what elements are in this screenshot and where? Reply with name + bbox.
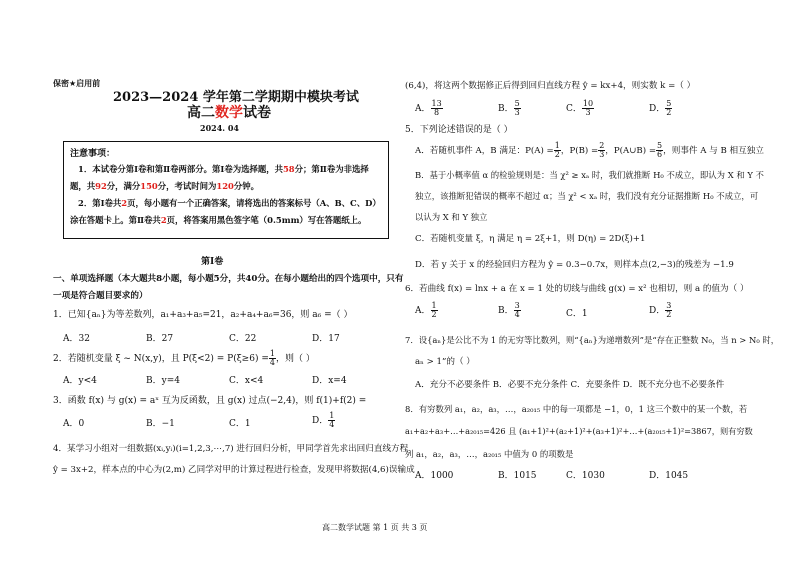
q2-choice-b: B．y=4: [146, 376, 180, 386]
notice-line: 涂在答题卡上。第Ⅱ卷共2页，将答案用黑色签字笔（0.5mm）写在答题纸上。: [70, 215, 367, 225]
q8-choice-c: C．1030: [566, 471, 605, 481]
question-6-stem: 6．若曲线 f(x) = lnx + a 在 x = 1 处的切线与曲线 g(x) = x² 也相切，则 a 的值为（ ）: [405, 284, 749, 294]
q4-choice-d: D． $\frac{5}{2}$: [649, 99, 672, 117]
q6-choice-a: A． $\frac{1}{2}$: [415, 301, 437, 319]
question-4-line: ŷ = 3x+2，样本点的中心为(2,m) 乙同学对甲的计算过程进行检查，发现甲将数据(4,6)误输成: [53, 465, 415, 475]
question-4-line: 4．某学习小组对一组数据(xᵢ,yᵢ)(i=1,2,3,⋯,7) 进行回归分析，甲同学首先求出回归直线方程: [53, 444, 409, 454]
q8-choice-d: D．1045: [649, 471, 689, 481]
q8-choice-a: A．1000: [415, 471, 454, 481]
q5-choice-b: B．基于小概率值 α 的检验规则是：当 χ² ≥ xₐ 时，我们就推断 H₀ 不成立，即认为 X 和 Y 不: [415, 170, 764, 180]
question-7-line: aₙ > 1”的（ ）: [415, 357, 475, 367]
q2-choice-a: A．y<4: [63, 376, 97, 386]
q6-choice-b: B． $\frac{3}{4}$: [498, 301, 520, 319]
question-5-stem: 5．下列论述错误的是（ ）: [405, 125, 513, 135]
question-8-line: 列 a₁，a₂，a₃，…，a₂₀₁₅ 中值为 0 的项数是: [405, 449, 574, 459]
question-2-stem: 2．若随机变量 ξ ~ N(x,y)，且 P(ξ<2) = P(ξ≥6) = $\frac{1}{4}$ ，则（ ）: [53, 349, 315, 367]
q2-choice-d: D．x=4: [312, 376, 347, 386]
exam-subtitle: 高二数学试卷: [187, 105, 271, 121]
volume-title: 第Ⅰ卷: [201, 257, 224, 267]
q5-choice-c: C．若随机变量 ξ，η 满足 η = 2ξ+1，则 D(η) = 2D(ξ)+1: [415, 234, 646, 244]
secret-label: 保密★启用前: [53, 79, 101, 88]
notice-title: 注意事项：: [70, 149, 116, 159]
q5-choice-b: 以认为 X 和 Y 独立: [415, 212, 488, 222]
question-1-stem: 1．已知{aₙ}为等差数列，a₁+a₃+a₅=21，a₂+a₄+a₆=36，则 a₆ =（ ）: [53, 310, 353, 320]
question-8-line: a₁+a₂+a₃+…+a₂₀₁₅=426 且 (a₁+1)²+(a₂+1)²+(a₃+1)²+…+(a₂₀₁₅+1)²=3867，则有穷数: [405, 426, 753, 436]
q4-choice-c: C． $\frac{10}{3}$: [566, 99, 594, 117]
q5-choice-d: D．若 y 关于 x 的经验回归方程为 ŷ = 0.3−0.7x，则样本点(2,−3)的残差为 −1.9: [415, 260, 734, 270]
q3-choice-c: C．1: [229, 419, 251, 429]
q7-choices: A．充分不必要条件 B．必要不充分条件 C．充要条件 D．既不充分也不必要条件: [415, 380, 725, 390]
question-8-line: 8．有穷数列 a₁，a₂，a₃，…，a₂₀₁₅ 中的每一项都是 −1，0，1 这三个数中的某一个数，若: [405, 404, 748, 414]
q4-choice-b: B． $\frac{5}{3}$: [498, 99, 520, 117]
q3-choice-d: D． $\frac{1}{4}$: [312, 411, 335, 429]
q8-choice-b: B．1015: [498, 471, 537, 481]
q3-choice-a: A．0: [63, 419, 85, 429]
q6-choice-c: C．1: [566, 309, 588, 319]
question-4-line: (6,4)，将这两个数据修正后得到回归直线方程 ŷ = kx+4，则实数 k =（ ）: [405, 81, 696, 91]
q3-choice-b: B．−1: [146, 419, 175, 429]
section-heading: 一、单项选择题（本大题共8小题，每小题5分，共40分。在每小题给出的四个选项中，只有: [53, 274, 404, 284]
question-3-stem: 3．函数 f(x) 与 g(x) = aˣ 互为反函数，且 g(x) 过点(−2,4)，则 f(1)+f(2) =: [53, 396, 367, 406]
q1-choice-c: C．22: [229, 334, 257, 344]
notice-line: 题，共92分，满分150分，考试时间为120分钟。: [70, 181, 259, 191]
q2-choice-c: C．x<4: [229, 376, 264, 386]
q1-choice-a: A．32: [63, 334, 90, 344]
notice-line: 1．本试卷分第Ⅰ卷和第Ⅱ卷两部分。第Ⅰ卷为选择题，共58分；第Ⅱ卷为非选择: [78, 164, 369, 174]
exam-title: 2023—2024 学年第二学期期中模块考试: [113, 90, 359, 105]
exam-date: 2024. 04: [200, 123, 239, 133]
q6-choice-d: D． $\frac{3}{2}$: [649, 301, 672, 319]
q5-choice-a: A．若随机事件 A，B 满足：P(A) = $\frac{1}{2}$ ，P(B) = $\frac{2}{3}$ ，P(A∪B) = $\frac{5}{6}$ ，则事件 A 与 B 相互独立: [415, 141, 764, 159]
question-7-line: 7．设{aₙ}是公比不为 1 的无穷等比数列，则“{aₙ}为递增数列”是“存在正整数 N₀，当 n > N₀ 时，: [405, 335, 780, 345]
notice-line: 2．第Ⅰ卷共2页，每小题有一个正确答案，请将选出的答案标号（A、B、C、D）: [78, 198, 381, 208]
q5-choice-b: 独立，该推断犯错误的概率不超过 α；当 χ² < xₐ 时，我们没有充分证据推断 H₀ 不成立，可: [415, 191, 759, 201]
q4-choice-a: A． $\frac{13}{8}$: [415, 99, 442, 117]
section-heading: 一项是符合题目要求的）: [53, 291, 148, 301]
q1-choice-d: D．17: [312, 334, 340, 344]
page-footer: 高二数学试题 第 1 页 共 3 页: [322, 523, 428, 532]
q1-choice-b: B．27: [146, 334, 174, 344]
